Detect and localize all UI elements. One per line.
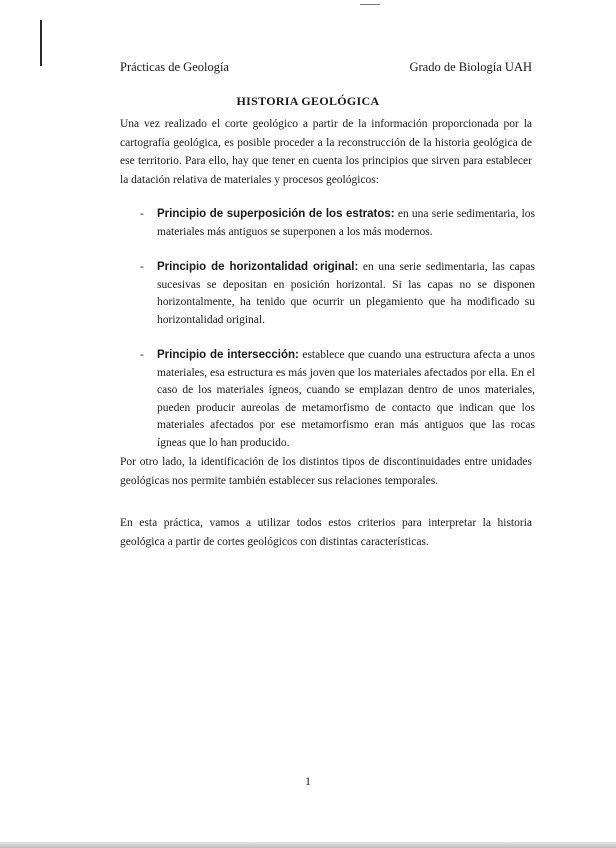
principle-term: Principio de horizontalidad original: bbox=[157, 261, 359, 273]
discontinuities-paragraph: Por otro lado, la identificación de los distintos tipos de discontinuidades entre unidades geológicas nos permite también establecer sus relaciones temporales. bbox=[120, 456, 532, 487]
bullet-dash: - bbox=[140, 349, 144, 361]
scan-top-mark bbox=[360, 4, 380, 5]
scan-bottom-edge bbox=[0, 842, 616, 848]
principle-intersection bbox=[140, 347, 535, 452]
header-course: Prácticas de Geología bbox=[120, 60, 229, 74]
principle-text: en una serie sedimentaria, las capas sucesivas se depositan en posición horizontal. Si las capas no se disponen horizontalmente, ha tenido que ocurrir un plegamiento que ha modificado su horizontalidad original. bbox=[157, 261, 535, 326]
principle-superposition bbox=[140, 206, 535, 241]
page-number: 1 bbox=[305, 774, 311, 788]
principle-horizontality bbox=[140, 259, 535, 329]
principle-term: Principio de superposición de los estratos: bbox=[157, 208, 395, 220]
practice-paragraph: En esta práctica, vamos a utilizar todos estos criterios para interpretar la historia geológica a partir de cortes geológicos con distintas características. bbox=[120, 517, 532, 548]
page-header bbox=[120, 60, 532, 75]
principle-text: establece que cuando una estructura afecta a unos materiales, esa estructura es más joven que los materiales afectados por ella. En el caso de los materiales ígneos, cuando se emplazan dentro de unos materiales, pueden producir aureolas de metamorfismo de contacto que indican que los materiales afectados por ese metamorfismo eran más antiguos que las rocas ígneas que lo han producido. bbox=[157, 349, 535, 449]
principle-text: en una serie sedimentaria, los materiales más antiguos se superponen a los más modernos. bbox=[157, 208, 535, 238]
header-degree: Grado de Biología UAH bbox=[409, 60, 532, 74]
bullet-dash: - bbox=[140, 261, 144, 273]
intro-paragraph: Una vez realizado el corte geológico a partir de la información proporcionada por la cartografía geológica, es posible proceder a la reconstrucción de la historia geológica de ese territorio. Para ello, hay que tener en cuenta los principios que sirven para establecer la datación relativa de materiales y procesos geológicos: bbox=[120, 118, 532, 186]
principles-list bbox=[140, 206, 535, 452]
principle-term: Principio de intersección: bbox=[157, 349, 299, 361]
scan-margin-mark bbox=[40, 20, 42, 66]
document-title: HISTORIA GEOLÓGICA bbox=[236, 94, 380, 108]
bullet-dash: - bbox=[140, 208, 144, 220]
